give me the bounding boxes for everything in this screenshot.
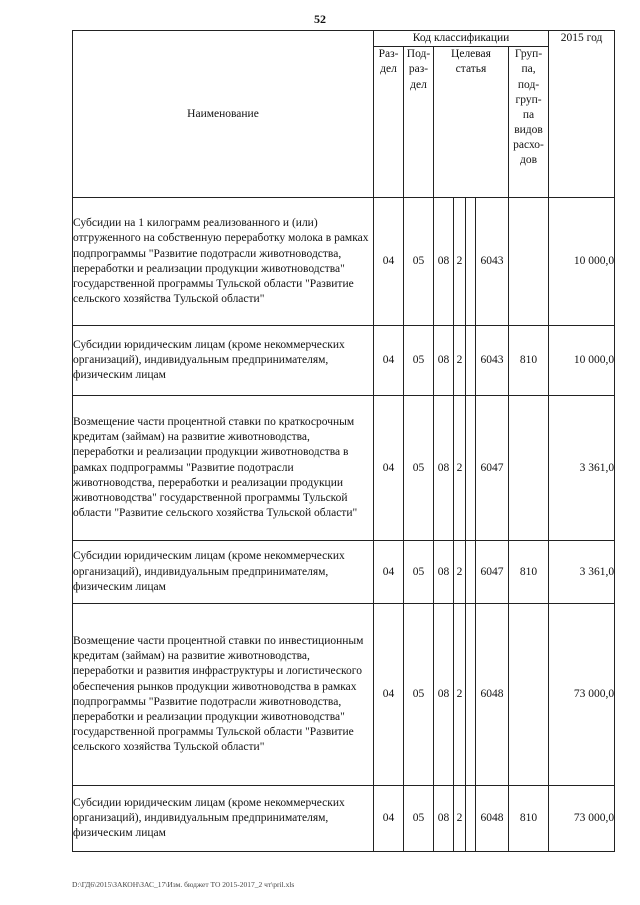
row-subprogram: 2: [454, 396, 466, 541]
table-row: [73, 326, 615, 396]
row-razdel: 04: [374, 541, 404, 604]
file-path-footer: D:\ГД6\2015\ЗАКОН\ЗАС_17\Изм. бюджет ТО 2015-2017_2 чт\pril.xls: [72, 880, 295, 889]
row-target-code: 6047: [476, 396, 509, 541]
row-name: Возмещение части процентной ставки по инвестиционным кредитам (займам) на развитие животноводства, переработки и развития инфраструктуры и логистического обеспечения рынков продукции животноводства в рамках подпрограммы "Развитие подотрасли животноводства, переработки и реализации продукции животноводства" государственной программы Тульской области "Развитие сельского хозяйства Тульской области": [73, 604, 374, 786]
row-amount: 3 361,0: [549, 396, 615, 541]
row-subprogram: 2: [454, 786, 466, 852]
budget-table: [72, 30, 615, 852]
row-direction: [466, 604, 476, 786]
row-program: 08: [434, 541, 454, 604]
row-program: 08: [434, 326, 454, 396]
row-expense-type: 810: [509, 541, 549, 604]
row-program: 08: [434, 786, 454, 852]
row-expense-type: [509, 604, 549, 786]
row-name: Субсидии юридическим лицам (кроме некоммерческих организаций), индивидуальным предпринимателям, физическим лицам: [73, 326, 374, 396]
row-amount: 10 000,0: [549, 326, 615, 396]
row-amount: 10 000,0: [549, 198, 615, 326]
row-subprogram: 2: [454, 604, 466, 786]
header-podrazdel: Под- раз- дел: [404, 47, 434, 198]
row-expense-type: [509, 396, 549, 541]
row-program: 08: [434, 396, 454, 541]
row-direction: [466, 786, 476, 852]
row-target-code: 6048: [476, 786, 509, 852]
row-podrazdel: 05: [404, 786, 434, 852]
row-name: Субсидии на 1 килограмм реализованного и (или) отгруженного на собственную переработку молока в рамках подпрограммы "Развитие подотрасли животноводства, переработки и реализации продукции животноводства" государственной программы Тульской области "Развитие сельского хозяйства Тульской области": [73, 198, 374, 326]
row-podrazdel: 05: [404, 396, 434, 541]
row-name: Возмещение части процентной ставки по краткосрочным кредитам (займам) на развитие животноводства, переработки и реализации продукции животноводства в рамках подпрограммы "Развитие подотрасли животноводства, переработки и реализации продукции животноводства" государственной программы Тульской области "Развитие сельского хозяйства Тульской области": [73, 396, 374, 541]
row-podrazdel: 05: [404, 604, 434, 786]
row-subprogram: 2: [454, 541, 466, 604]
table-row: [73, 198, 615, 326]
table-row: [73, 541, 615, 604]
table-row: [73, 604, 615, 786]
header-target-article: Целевая статья: [434, 47, 509, 198]
row-subprogram: 2: [454, 198, 466, 326]
header-classification: Код классификации: [374, 31, 549, 47]
row-razdel: 04: [374, 396, 404, 541]
row-target-code: 6048: [476, 604, 509, 786]
row-name: Субсидии юридическим лицам (кроме некоммерческих организаций), индивидуальным предпринимателям, физическим лицам: [73, 786, 374, 852]
row-razdel: 04: [374, 198, 404, 326]
row-amount: 73 000,0: [549, 604, 615, 786]
row-direction: [466, 326, 476, 396]
header-name: Наименование: [73, 31, 374, 198]
row-program: 08: [434, 198, 454, 326]
row-target-code: 6047: [476, 541, 509, 604]
row-direction: [466, 541, 476, 604]
header-expense-type: Груп- па, под- груп- па видов расхо- дов: [509, 47, 549, 198]
row-program: 08: [434, 604, 454, 786]
page-number: 52: [314, 12, 326, 26]
row-razdel: 04: [374, 786, 404, 852]
row-direction: [466, 396, 476, 541]
row-podrazdel: 05: [404, 198, 434, 326]
row-amount: 73 000,0: [549, 786, 615, 852]
row-target-code: 6043: [476, 326, 509, 396]
row-name: Субсидии юридическим лицам (кроме некоммерческих организаций), индивидуальным предпринимателям, физическим лицам: [73, 541, 374, 604]
row-razdel: 04: [374, 326, 404, 396]
row-expense-type: 810: [509, 326, 549, 396]
row-amount: 3 361,0: [549, 541, 615, 604]
header-year: 2015 год: [549, 31, 615, 198]
row-subprogram: 2: [454, 326, 466, 396]
row-direction: [466, 198, 476, 326]
header-razdel: Раз- дел: [374, 47, 404, 198]
table-row: [73, 786, 615, 852]
row-podrazdel: 05: [404, 326, 434, 396]
row-podrazdel: 05: [404, 541, 434, 604]
row-target-code: 6043: [476, 198, 509, 326]
row-razdel: 04: [374, 604, 404, 786]
table-row: [73, 396, 615, 541]
row-expense-type: [509, 198, 549, 326]
row-expense-type: 810: [509, 786, 549, 852]
